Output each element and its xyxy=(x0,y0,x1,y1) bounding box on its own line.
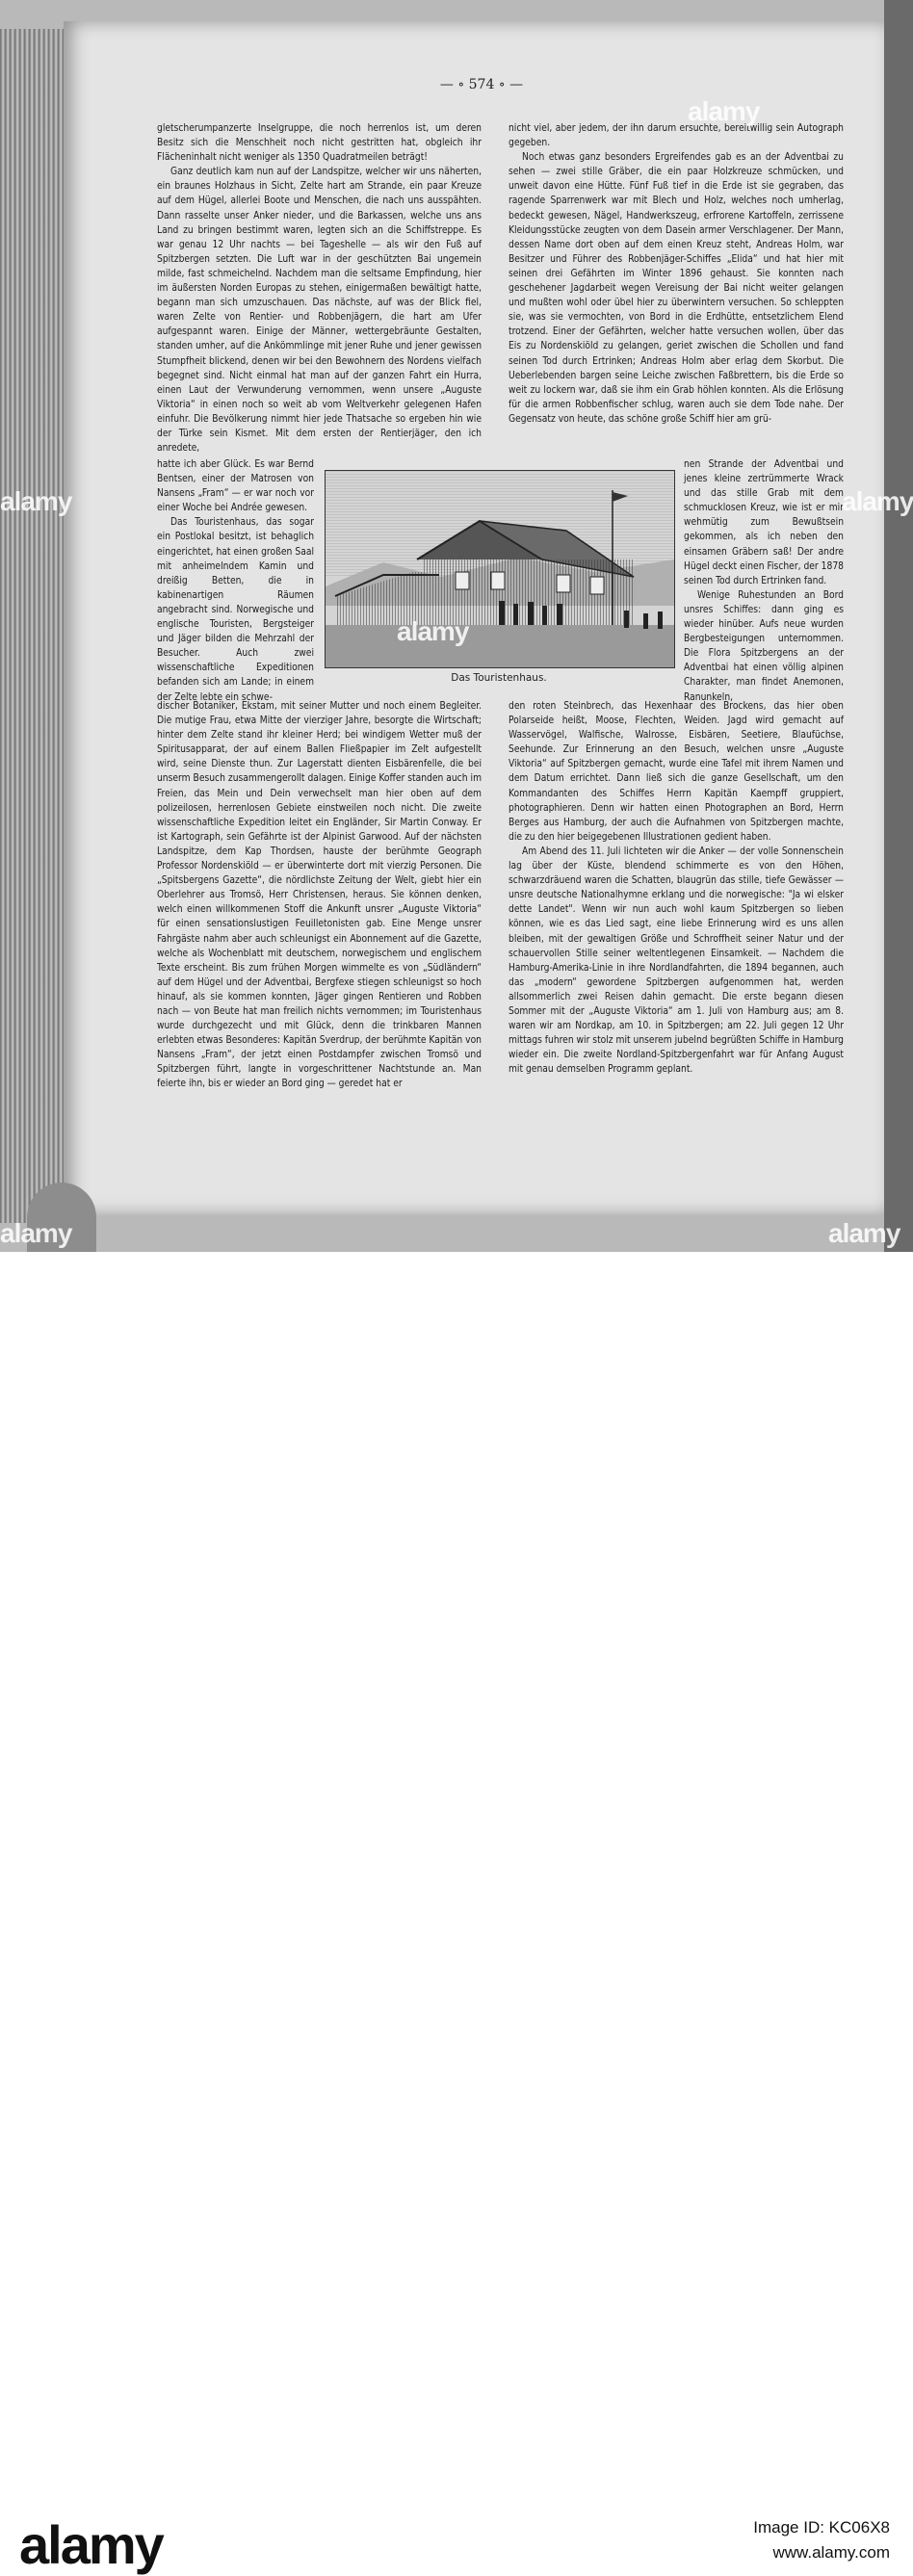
site-url: www.alamy.com xyxy=(772,2543,890,2562)
paragraph: nicht viel, aber jedem, der ihn darum ersuchte, bereitwillig sein Autograph gegeben. xyxy=(509,123,844,149)
stock-footer xyxy=(0,1252,913,2575)
left-column-top xyxy=(157,121,482,455)
alamy-logo: alamy xyxy=(19,2514,163,2575)
paragraph: Am Abend des 11. Juli lichteten wir die Anker — der volle Sonnenschein lag über der Küste, blendend schimmerte es von den Höhen, schwarzdräuend waren die Schatten, blaugrün das stille, tiefe Gewässer — unsre deutsche Nationalhymne erklang und die norwegische: "Ja wi elsker dette Landet". Wenn wir nun auch wohl kaum Spitzbergen so lieben können, wie es das Lied sagt, eine liebe Erinnerung wird es uns allen bleiben, mit der gewaltigen Größe und Schroffheit seiner Natur und der schauervollen Stille seiner weltentlegenen Einsamkeit. — Nachdem die Hamburg-Amerika-Linie in ihre Nordlandfahrten, die 1894 begannen, auch das „modern“ gewordene Spitzbergen aufgenommen hat, werden allsommerlich zwei Reisen dahin gemacht. Die erste begann diesen Sommer mit der „Auguste Viktoria“ am 1. Juli von Hamburg aus; am 8. waren wir am Nordkap, am 10. in Spitzbergen; am 22. Juli gegen 12 Uhr mittags fuhren wir stolz mit unserem jubelnd begrüßten Schiffe in Hamburg wieder ein. Die zweite Nordland-Spitzbergenfahrt war für Anfang August mit genau demselben Programm geplant. xyxy=(509,846,844,1076)
paragraph: Noch etwas ganz besonders Ergreifendes gab es an der Adventbai zu sehen — zwei stille Gräber, die ein paar Holzkreuze schmücken, und unweit davon eine Hütte. Fünf Fuß tief in die Erde ist sie gegraben, das ragende Sparrenwerk war mit Blech und Holz, welches noch umherlag, bedeckt gewesen, Nägel, Handwerkszeug, erfrorene Kartoffeln, zerrissene Kleidungsstücke zeugten von dem Dasein armer Verschlagener. Der Mann, dessen Name dort oben auf dem einen Kreuz steht, Andreas Holm, war Besitzer und Führer des Robbenjäger-Schiffes „Elida“ und hat hier mit seinen drei Gefährten im Winter 1896 gehaust. Sie konnten nach geschehener Jagdarbeit wegen Vereisung der Bai nicht weiter gelangen und mußten wohl oder übel hier zu überwintern versuchen. So schleppten sie, was sie vermochten, von Bord in die Erdhütte, entsetzlichem Elend trotzend. Einer der Gefährten, welcher hatte versuchen wollen, über das Eis zu Nordenskiöld zu gelangen, geriet zwischen die Schollen und fand seinen Tod durch Ertrinken; Andreas Holm aber erlag dem Skorbut. Die Ueberlebenden bargen seine Leiche zwischen Faßbrettern, bis die Erde so weit zu lockern war, daß sie ihm ein Grab höhlen konnten. Als die Erlösung für die armen Robbenfischer schlug, waren auch sie dem Tode nahe. Der Gegensatz von heute, das schöne große Schiff hier am grü- xyxy=(509,152,844,425)
watermark: alamy xyxy=(842,486,913,516)
watermark: alamy xyxy=(397,616,469,646)
right-column-narrow xyxy=(684,457,844,705)
book-page-edges xyxy=(0,29,64,1223)
paragraph: Wenige Ruhestunden an Bord unsres Schiffes: dann ging es wieder hinüber. Aufs neue wurden Bergbesteigungen unternommen. Die Flora Spitzbergens an der Adventbai hat einen völlig alpinen Charakter, man findet Anemonen, Ranunkeln, xyxy=(684,589,844,703)
paragraph: Ganz deutlich kam nun auf der Landspitze, welcher wir uns näherten, ein braunes Holzhaus in Sicht, Zelte hart am Strande, ein paar Kreuze auf dem Hügel, allerlei Boote und Menschen, die nach uns ausspähten. Dann rasselte unser Anker nieder, und die Barkassen, welche uns ans Land zu bringen bestimmt waren, legten sich an die Schiffstreppe. Es war genau 12 Uhr nachts — bei Tageshelle — als wir den Fuß auf Spitzbergen setzten. Die Luft war in der geschützten Bai ungemein milde, fast schmeichelnd. Nachdem man die seltsame Empfindung, hier im äußersten Norden Europas zu stehen, einigermaßen bewältigt hatte, begann man sich umzuschauen. Das nächste, auf was der Blick fiel, waren Zelte von Rentier- und Robbenjägern, die hart am Ufer aufgespannt waren. Einige der Männer, wettergebräunte Gestalten, standen umher, auf die Ankömmlinge mit jener Ruhe und jener gewissen Stumpfheit blickend, denen wir bei den Bewohnern des Nordens vielfach begegnet sind. Nicht einmal hat man auf der ganzen Fahrt ein Hurra, einen Laut der Verwunderung vernommen, wenn unsere „Auguste Viktoria“ in einen noch so weit ab vom Weltverkehr gelegenen Hafen einfuhr. Die Bevölkerung nimmt hier jede Thatsache so ergeben hin wie der Türke sein Kismet. Mit dem ersten der Rentierjäger, den ich anredete, xyxy=(157,167,482,455)
right-shadow xyxy=(884,0,913,1252)
watermark: alamy xyxy=(0,1218,72,1248)
image-id-line: Image ID: KC06X8 xyxy=(753,2518,890,2537)
illustration-caption: Das Touristenhaus. xyxy=(451,672,547,684)
paragraph: den roten Steinbrech, das Hexenhaar des Brockens, das hier oben Polarseide heißt, Moose, Flechten, Weiden. Jagd wird gemacht auf Wasservögel, Walfische, Walrosse, Eisbären, Seetiere, Blaufüchse, Seehunde. Zur Erinnerung an den Besuch, welchen unsre „Auguste Viktoria“ auf Spitzbergen gemacht, wurde eine Tafel mit ihrem Namen und dem Datum errichtet. Dann ließ sich die ganze Gesellschaft, um den Kommandanten des Schiffes Herrn Kapitän Kaempff gruppiert, photographieren. Denn wir hatten einen Photographen an Bord, Herrn Berges aus Hamburg, der auch die Aufnahmen von Spitzbergen machte, die zu den hier beigegebenen Illustrationen gedient haben. xyxy=(509,701,844,843)
image-id xyxy=(753,2515,890,2565)
paragraph: hatte ich aber Glück. Es war Bernd Bentsen, einer der Matrosen von Nansens „Fram“ — er war noch vor einer Woche bei Andrée gewesen. xyxy=(157,459,314,514)
paragraph: discher Botaniker, Ekstam, mit seiner Mutter und noch einem Begleiter. Die mutige Frau, etwa Mitte der vierziger Jahre, besorgte die Wirtschaft; hinter dem Zelte stand ihr kleiner Herd; bei windigem Wetter muß der Spiritusapparat, der auf einem Ballen Fließpapier im Zelt aufgestellt wird, seine Dienste thun. Zur Lagerstatt dienten Eisbärenfelle, die bei unserm Besuch zusammengerollt dalagen. Einige Koffer standen auch im Freien, das Mein und Dein verwechselt man hier oben auf dem polizeilosen, herrenlosen Gebiete einstweilen noch nicht. Die zweite wissenschaftliche Expedition leitet ein Engländer, Sir Martin Conway. Er ist Kartograph, sein Gefährte ist der Alpinist Garwood. Auf der nächsten Landspitze, dem Kap Thordsen, hauste der berühmte Geograph Professor Nordenskiöld — er überwinterte dort mit vierzig Personen. Die „Spitsbergens Gazette“, die nördlichste Zeitung der Welt, giebt hier ein Oberlehrer aus Tromsö, Herr Christensen, heraus. Sie können denken, welch einen willkommenen Stoff die Ankunft unsrer „Auguste Viktoria“ für einen sensationslustigen Feuilletonisten gab. Eine Menge unsrer Fahrgäste nahm aber auch schleunigst ein Abonnement auf die Gazette, welche als Wochenblatt mit deutschem, norwegischem und englischem Texte erscheint. Bis zum frühen Morgen wimmelte es von „Südländern“ auf dem Hügel und der Adventbai, Bergfexe stiegen schleunigst so hoch hinauf, als sie kommen konnten, Jäger gingen Rentieren und Robben nach — von Beute hat man freilich nichts vernommen; im Touristenhaus wurde durchgezecht und mit Glück, denn die trinkbaren Mannen erlebten etwas Besonderes: Kapitän Sverdrup, der berühmte Kapitän von Nansens „Fram“, der jetzt einen Postdampfer zwischen Tromsö und Spitzbergen führt, langte in vorgeschrittener Nachtstunde an. Man feierte ihn, bis er wieder an Bord ging — geredet hat er xyxy=(157,701,482,1090)
right-column-bottom xyxy=(509,699,844,1077)
watermark: alamy xyxy=(0,486,72,516)
left-column-bottom xyxy=(157,699,482,1092)
paragraph: gletscherumpanzerte Inselgruppe, die noch herrenlos ist, um deren Besitz sich die Menschheit noch nicht gestritten hat, obgleich ihr Flächeninhalt nicht weniger als 1350 Quadratmeilen beträgt! xyxy=(157,123,482,164)
right-column-top xyxy=(509,121,844,427)
page-number: — ∘ 574 ∘ — xyxy=(439,77,524,92)
left-column-narrow xyxy=(157,457,314,705)
watermark: alamy xyxy=(828,1218,900,1248)
scanned-book-photo xyxy=(0,0,913,1252)
house-engraving xyxy=(326,471,674,667)
watermark: alamy xyxy=(688,96,760,126)
touristenhaus-illustration xyxy=(325,470,675,668)
paragraph: Das Touristenhaus, das sogar ein Postlokal besitzt, ist behaglich eingerichtet, hat einen großen Saal mit anheimelndem Kamin und dreißig Betten, die in kabinenartigen Räumen angebracht sind. Norwegische und englische Touristen, Bergsteiger und Jäger bilden die Mehrzahl der Besucher. Auch zwei wissenschaftliche Expeditionen befanden sich am Lande; in einem der Zelte lebte ein schwe- xyxy=(157,517,314,703)
paragraph: nen Strande der Adventbai und jenes kleine zertrümmerte Wrack und das stille Grab mit dem schmucklosen Kreuz, wie ist er mir wehmütig zum Bewußtsein gekommen, als ich neben den einsamen Gräbern saß! Der andre Hügel deckt einen Fischer, der 1878 seinen Tod durch Ertrinken fand. xyxy=(684,459,844,586)
